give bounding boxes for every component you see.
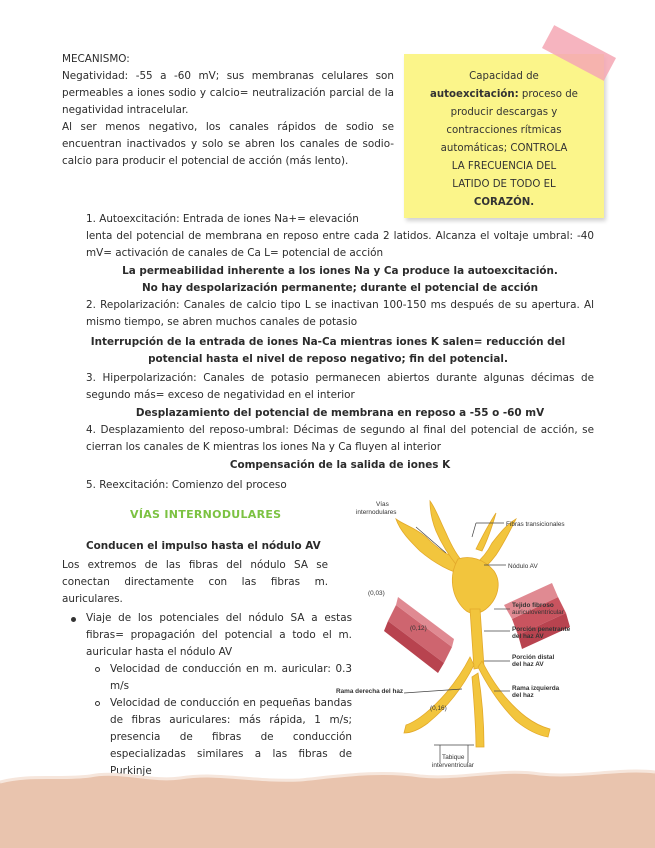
label-time-003: (0,03) — [368, 590, 385, 597]
label-porcion-penetrante: Porción penetrante — [512, 626, 571, 633]
phase-1-title: 1. Autoexcitación: Entrada de iones Na+= elevación — [86, 213, 359, 225]
sticky-keyword: autoexcitación: — [430, 89, 519, 100]
label-nodulo-av: Nódulo AV — [508, 563, 538, 570]
vias-subheading: Conducen el impulso hasta el nódulo AV — [86, 540, 321, 552]
mechanism-title: MECANISMO: — [62, 53, 130, 65]
phase-5-body: 5. Reexcitación: Comienzo del proceso — [86, 479, 287, 491]
sticky-line-rest: proceso de — [518, 89, 578, 100]
phase-3-body: 3. Hiperpolarización: Canales de potasio permanecen abiertos durante algunas décimas de segundo más= exceso de negatividad en el interior — [86, 372, 594, 401]
phase-1-emphasis-2: No hay despolarización permanente; durante el potencial de acción — [141, 282, 539, 294]
bullet-circle-icon — [95, 667, 100, 672]
sticky-note-text — [418, 68, 590, 212]
list-item — [86, 610, 352, 780]
vias-bullet-list — [62, 610, 352, 780]
label-time-012: (0,12) — [410, 625, 427, 632]
label-rama-derecha: Rama derecha del haz — [336, 688, 404, 695]
label-rama-izquierda: del haz — [512, 692, 534, 699]
phase-2-emphasis: Interrupción de la entrada de iones Na-Ca mientras iones K salen= reducción del potencial hasta el nivel de reposo negativo; fin del potencial. — [90, 336, 566, 365]
label-tabique: Tabique — [442, 754, 465, 761]
sticky-line: producir descargas y — [450, 107, 558, 118]
phase-4-emphasis: Compensación de la salida de iones K — [229, 459, 451, 471]
mechanism-section — [62, 51, 394, 170]
label-vias-internodulares: internodulares — [356, 509, 397, 516]
sticky-line: LATIDO DE TODO EL — [452, 179, 556, 190]
sticky-line: LA FRECUENCIA DEL — [451, 161, 557, 172]
label-porcion-penetrante: del haz AV — [512, 633, 544, 640]
sub-bullet-text: Velocidad de conducción en m. auricular: 0.3 m/s — [110, 663, 352, 692]
bullet-text: Viaje de los potenciales del nódulo SA a estas fibras= propagación del potencial a todo el m. auricular hasta el nódulo AV — [86, 612, 352, 658]
phase-2-body: 2. Repolarización: Canales de calcio tipo L se inactivan 100-150 ms después de su apertura. Al mismo tiempo, se abren muchos canales de potasio — [86, 299, 594, 328]
phase-1-emphasis-1: La permeabilidad inherente a los iones Na y Ca produce la autoexcitación. — [122, 265, 558, 277]
label-fibras-transicionales: Fibras transicionales — [506, 521, 565, 528]
muscle-fibers-left — [384, 597, 454, 673]
bullet-circle-icon — [95, 701, 100, 706]
sub-bullet-text: Velocidad de conducción en pequeñas bandas de fibras auriculares: más rápida, 1 m/s; presencia de fibras de conducción especializadas similares a las fibras de Purkinje — [110, 697, 352, 777]
label-porcion-distal: Porción distal — [512, 654, 555, 661]
av-node-diagram — [334, 497, 626, 775]
list-item — [110, 661, 352, 695]
sticky-line: contracciones rítmicas — [446, 125, 562, 136]
phase-4-body: 4. Desplazamiento del reposo-umbral: Décimas de segundo al final del potencial de acción, se cierran los canales de K mientras los iones Na y Ca fluyen al interior — [86, 424, 594, 453]
vias-heading: VÍAS INTERNODULARES — [130, 508, 282, 521]
label-time-016: (0,16) — [430, 705, 447, 712]
label-vias-internodulares: Vías — [376, 501, 389, 508]
label-porcion-distal: del haz AV — [512, 661, 544, 668]
label-rama-izquierda: Rama izquierda — [512, 685, 560, 692]
torn-paper-decoration — [0, 760, 655, 848]
sticky-line: Capacidad de — [469, 71, 539, 82]
mechanism-paragraph-2: Al ser menos negativo, los canales rápidos de sodio se encuentran inactivados y solo se abren los canales de sodio-calcio para producir el potencial de acción (más lento). — [62, 121, 394, 167]
sticky-line: automáticas; CONTROLA — [440, 143, 568, 154]
phase-1-body: lenta del potencial de membrana en reposo entre cada 2 latidos. Alcanza el voltaje umbral: -40 mV= activación de canales de Ca L= potencial de acción — [86, 230, 594, 259]
sticky-line — [418, 86, 590, 104]
label-tejido-fibroso: auriculoventricular — [512, 609, 564, 616]
label-tabique: interventricular — [432, 762, 474, 769]
bullet-dot-icon — [71, 617, 76, 622]
sticky-line: CORAZÓN. — [473, 197, 535, 208]
vias-intro: Los extremos de las fibras del nódulo SA se conectan directamente con las fibras m. auriculares. — [62, 559, 328, 605]
label-tejido-fibroso: Tejido fibroso — [512, 602, 554, 609]
phase-3-emphasis: Desplazamiento del potencial de membrana en reposo a -55 o -60 mV — [135, 407, 545, 419]
mechanism-paragraph-1: Negatividad: -55 a -60 mV; sus membranas celulares son permeables a iones sodio y calcio= neutralización parcial de la negatividad intracelular. — [62, 70, 394, 116]
